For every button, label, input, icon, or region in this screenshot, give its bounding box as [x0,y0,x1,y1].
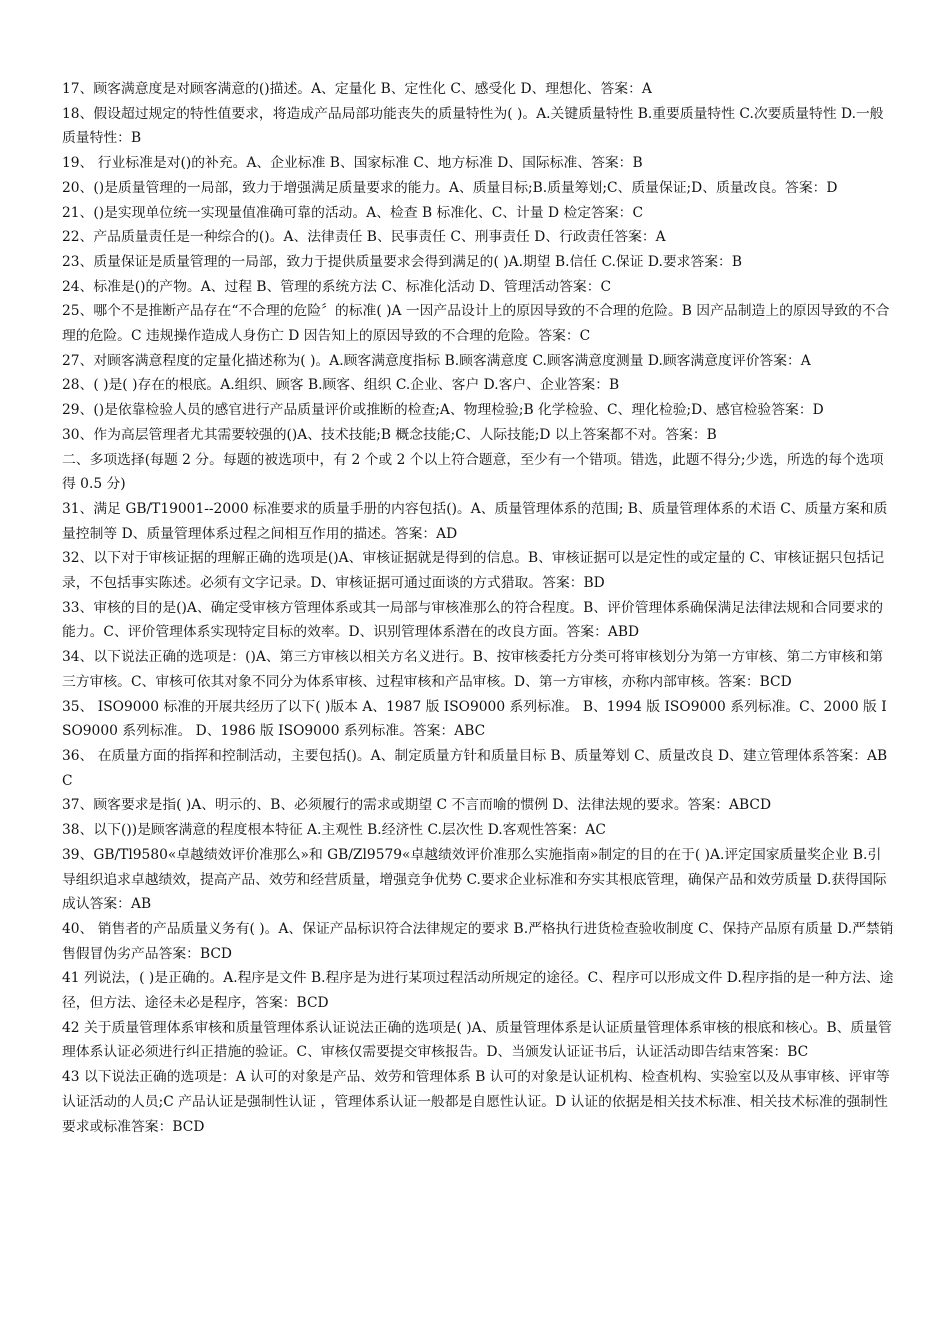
question-34: 34、以下说法正确的选项是：()A、第三方审核以相关方名义进行。B、按审核委托方分类可将审核划分为第一方审核、第二方审核和第三方审核。C、审核可依其对象不同分为体系审核、过程审核和产品审核。D、第一方审核，亦称内部审核。答案：BCD [62,649,884,690]
question-38: 38、以下())是顾客满意的程度根本特征 A.主观性 B.经济性 C.层次性 D.客观性答案：AC [62,822,606,839]
question-29: 29、()是依靠检验人员的感官进行产品质量评价或推断的检查;A、物理检验;B 化学检验、C、理化检验;D、感官检验答案：D [62,402,824,419]
question-22: 22、产品质量责任是一种综合的()。A、法律责任 B、民事责任 C、刑事责任 D、行政责任答案：A [62,229,666,246]
question-27: 27、对顾客满意程度的定量化描述称为( )。A.顾客满意度指标 B.顾客满意度 C.顾客满意度测量 D.顾客满意度评价答案：A [62,352,811,369]
question-25: 25、哪个不是推断产品存在“不合理的危险〞的标准( )A 一因产品设计上的原因导致的不合理的危险。B 因产品制造上的原因导致的不合理的危险。C 违规操作造成人身伤亡 D 因告知上的原因导致的不合理的危险。答案：C [62,303,890,345]
question-19: 19、 行业标准是对()的补充。A、企业标准 B、国家标准 C、地方标准 D、国际标准、答案：B [62,155,643,172]
question-32: 32、以下对于审核证据的理解正确的选项是()A、审核证据就是得到的信息。B、审核证据可以是定性的或定量的 C、审核证据只包括记录，不包括事实陈述。必须有文字记录。D、审核证据可通过面谈的方式猎取。答案：BD [62,550,885,592]
question-37: 37、顾客要求是指( )A、明示的、B、必须履行的需求或期望 C 不言而喻的惯例 D、法律法规的要求。答案：ABCD [62,797,772,814]
question-31: 31、满足 GB/T19001--2000 标准要求的质量手册的内容包括()。A、质量管理体系的范围; B、质量管理体系的术语 C、质量方案和质量控制等 D、质量管理体系过程之间相互作用的描述。答案：AD [62,500,888,542]
question-36: 36、 在质量方面的指挥和控制活动，主要包括()。A、制定质量方针和质量目标 B、质量筹划 C、质量改良 D、建立管理体系答案：ABC [62,747,888,789]
question-17: 17、顾客满意度是对顾客满意的()描述。A、定量化 B、定性化 C、感受化 D、理想化、答案：A [62,81,652,97]
question-20: 20、()是质量管理的一局部，致力于增强满足质量要求的能力。A、质量目标;B.质量筹划;C、质量保证;D、质量改良。答案：D [62,179,838,196]
question-21: 21、()是实现单位统一实现量值准确可靠的活动。A、检查 B 标准化、C、计量 D 检定答案：C [62,204,644,221]
question-43: 43 以下说法正确的选项是：A 认可的对象是产品、效劳和管理体系 B 认可的对象是认证机构、检查机构、实验室以及从事审核、评审等认证活动的人员;C 产品认证是强制性认证 ，管理体系认证一般都是自愿性认证。D 认证的依据是相关技术标准、相关技术标准的强制性要求或标准答案：BCD [62,1069,890,1135]
question-42: 42 关于质量管理体系审核和质量管理体系认证说法正确的选项是( )A、质量管理体系是认证质量管理体系审核的根底和核心。B、质量管理体系认证必须进行纠正措施的验证。C、审核仅需要提交审核报告。D、当颁发认证证书后，认证活动即告结束答案：BC [62,1019,892,1061]
question-28: 28、( )是( )存在的根底。A.组织、顾客 B.顾客、组织 C.企业、客户 D.客户、企业答案：B [62,377,620,394]
question-30: 30、作为高层管理者尤其需要较强的()A、技术技能;B 概念技能;C、人际技能;D 以上答案都不对。答案：B [62,426,717,443]
question-41: 41 列说法，( )是正确的。A.程序是文件 B.程序是为进行某项过程活动所规定的途径。C、程序可以形成文件 D.程序指的是一种方法、途径，但方法、途径未必是程序，答案：BCD [62,970,894,1012]
question-40: 40、 销售者的产品质量义务有( )。A、保证产品标识符合法律规定的要求 B.严格执行进货检查验收制度 C、保持产品原有质量 D.严禁销售假冒伪劣产品答案：BCD [62,920,894,962]
question-33: 33、审核的目的是()A、确定受审核方管理体系或其一局部与审核准那么的符合程度。B、评价管理体系确保满足法律法规和合同要求的能力。C、评价管理体系实现特定目标的效率。D、识别管理体系潜在的改良方面。答案：ABD [62,599,884,641]
question-23: 23、质量保证是质量管理的一局部，致力于提供质量要求会得到满足的( )A.期望 B.信任 C.保证 D.要求答案：B [62,253,742,270]
question-24: 24、标准是()的产物。A、过程 B、管理的系统方法 C、标准化活动 D、管理活动答案：C [62,278,612,295]
question-35: 35、 ISO9000 标准的开展共经历了以下( )版本 A、1987 版 ISO9000 系列标准。 B、1994 版 ISO9000 系列标准。C、2000 版 ISO9000 系列标准。 D、1986 版 ISO9000 系列标准。答案：ABC [62,698,887,740]
question-39: 39、GB/Tl9580«卓越绩效评价准那么»和 GB/Zl9579«卓越绩效评价准那么实施指南»制定的目的在于( )A.评定国家质量奖企业 B.引导组织追求卓越绩效，提高产品、效劳和经营质量，增强竞争优势 C.要求企业标准和夯实其根底管理，确保产品和效劳质量 D.获得国际成认答案：AB [62,846,887,913]
question-18: 18、假设超过规定的特性值要求，将造成产品局部功能丧失的质量特性为( )。A.关键质量特性 B.重要质量特性 C.次要质量特性 D.一般质量特性：B [62,105,884,147]
section-heading-multiple-choice: 二、多项选择(每题 2 分。每题的被选项中，有 2 个或 2 个以上符合题意，至少有一个错项。错选，此题不得分;少选，所选的每个选项得 0.5 分) [62,451,884,493]
document-body [62,77,894,1139]
